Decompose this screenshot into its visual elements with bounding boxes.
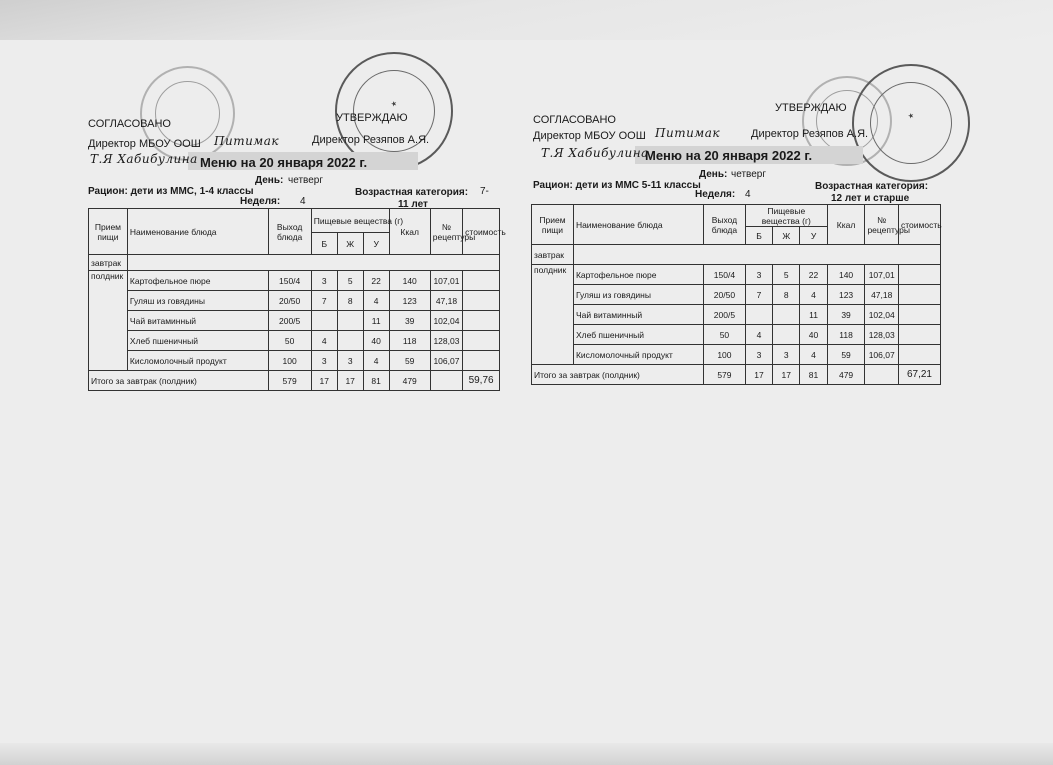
dish-recipe: 47,18	[865, 285, 899, 305]
day-value: четверг	[731, 169, 766, 180]
dish-cost	[463, 271, 500, 291]
dish-name: Гуляш из говядины	[573, 285, 703, 305]
dish-proteins: 7	[311, 291, 337, 311]
dish-carbs: 4	[800, 345, 827, 365]
age-category-label: Возрастная категория:	[355, 187, 469, 198]
dish-carbs: 4	[363, 351, 389, 371]
day-value: четверг	[288, 175, 323, 186]
age-category-label: Возрастная категория:	[815, 181, 929, 192]
col-header-cost: стоимость	[898, 205, 940, 245]
col-header-recipe: № рецептуры	[865, 205, 899, 245]
dish-carbs: 4	[363, 291, 389, 311]
col-header-cost: стоимость	[463, 209, 500, 255]
total-kcal: 479	[389, 371, 430, 391]
dish-cost	[898, 305, 940, 325]
table-row	[89, 331, 500, 351]
total-cost: 59,76	[463, 371, 500, 391]
meal-breakfast-label: завтрак	[89, 255, 128, 271]
total-proteins: 17	[745, 365, 772, 385]
col-header-fats: Ж	[773, 227, 800, 245]
dish-fats: 5	[773, 265, 800, 285]
col-header-kcal: Ккал	[827, 205, 865, 245]
dish-yield: 50	[703, 325, 745, 345]
dish-cost	[463, 351, 500, 371]
table-total-row	[532, 365, 941, 385]
approved-label: УТВЕРЖДАЮ	[775, 102, 847, 114]
dish-cost	[898, 265, 940, 285]
total-recipe	[430, 371, 462, 391]
dish-cost	[463, 331, 500, 351]
director-label: Директор Резяпов А.Я.	[312, 134, 430, 146]
dish-name: Кисломолочный продукт	[127, 351, 268, 371]
table-total-row	[89, 371, 500, 391]
dish-kcal: 118	[827, 325, 865, 345]
dish-recipe: 128,03	[865, 325, 899, 345]
menu-table	[88, 208, 506, 391]
table-row	[532, 305, 941, 325]
col-header-nutrients: Пищевые вещества (г)	[311, 209, 389, 233]
dish-yield: 150/4	[703, 265, 745, 285]
meal-breakfast-label: завтрак	[532, 245, 574, 265]
table-row	[89, 291, 500, 311]
scan-shadow-bottom	[0, 743, 1053, 765]
school-director-signature: Питимак	[214, 134, 280, 148]
week-label: Неделя:	[695, 189, 736, 200]
week-label: Неделя:	[240, 196, 281, 207]
dish-recipe: 47,18	[430, 291, 462, 311]
dish-carbs: 22	[800, 265, 827, 285]
dish-proteins: 4	[311, 331, 337, 351]
total-kcal: 479	[827, 365, 865, 385]
day-label: День:	[699, 169, 728, 180]
dish-name: Кисломолочный продукт	[573, 345, 703, 365]
col-header-dish: Наименование блюда	[127, 209, 268, 255]
col-header-meal: Прием пищи	[89, 209, 128, 255]
dish-cost	[463, 291, 500, 311]
dish-carbs: 4	[800, 285, 827, 305]
dish-kcal: 59	[389, 351, 430, 371]
total-recipe	[865, 365, 899, 385]
col-header-kcal: Ккал	[389, 209, 430, 255]
dish-kcal: 123	[389, 291, 430, 311]
total-label: Итого за завтрак (полдник)	[532, 365, 704, 385]
school-director-label: Директор МБОУ ООШ	[533, 130, 646, 142]
col-header-carbs: У	[363, 233, 389, 255]
dish-proteins: 4	[745, 325, 772, 345]
meal-snack-label: полдник	[89, 271, 128, 371]
dish-carbs: 22	[363, 271, 389, 291]
approved-label: УТВЕРЖДАЮ	[336, 112, 408, 124]
table-row	[532, 325, 941, 345]
ration-label: Рацион: дети из ММС 5-11 классы	[533, 180, 701, 191]
agreed-label: СОГЛАСОВАНО	[88, 118, 171, 130]
ration-label: Рацион: дети из ММС, 1-4 классы	[88, 186, 254, 197]
dish-name: Хлеб пшеничный	[573, 325, 703, 345]
dish-yield: 100	[703, 345, 745, 365]
dish-cost	[898, 345, 940, 365]
dish-fats	[773, 325, 800, 345]
table-row	[532, 265, 941, 285]
table-row	[89, 311, 500, 331]
dish-yield: 50	[268, 331, 311, 351]
dish-cost	[898, 285, 940, 305]
week-value: 4	[300, 196, 306, 207]
dish-recipe: 107,01	[430, 271, 462, 291]
col-header-proteins: Б	[311, 233, 337, 255]
week-value: 4	[745, 189, 751, 200]
dish-proteins: 3	[745, 265, 772, 285]
dish-kcal: 118	[389, 331, 430, 351]
col-header-yield: Выход блюда	[268, 209, 311, 255]
total-yield: 579	[268, 371, 311, 391]
dish-carbs: 40	[800, 325, 827, 345]
table-row	[532, 345, 941, 365]
total-proteins: 17	[311, 371, 337, 391]
dish-proteins	[745, 305, 772, 325]
dish-recipe: 102,04	[430, 311, 462, 331]
dish-fats	[337, 311, 363, 331]
dish-fats: 3	[773, 345, 800, 365]
menu-title: Меню на 20 января 2022 г.	[200, 155, 368, 170]
total-cost: 67,21	[898, 365, 940, 385]
dish-proteins: 3	[311, 271, 337, 291]
total-fats: 17	[337, 371, 363, 391]
menu-table	[531, 204, 941, 385]
col-header-meal: Прием пищи	[532, 205, 574, 245]
dish-yield: 100	[268, 351, 311, 371]
school-director-signature: Питимак	[655, 126, 721, 140]
dish-carbs: 11	[800, 305, 827, 325]
col-header-yield: Выход блюда	[703, 205, 745, 245]
dish-yield: 150/4	[268, 271, 311, 291]
col-header-proteins: Б	[745, 227, 772, 245]
dish-carbs: 11	[363, 311, 389, 331]
round-seal-stamp: ★	[852, 64, 970, 182]
dish-fats	[337, 331, 363, 351]
dish-name: Картофельное пюре	[573, 265, 703, 285]
dish-kcal: 39	[827, 305, 865, 325]
dish-kcal: 140	[389, 271, 430, 291]
dish-fats: 3	[337, 351, 363, 371]
dish-name: Чай витаминный	[127, 311, 268, 331]
total-label: Итого за завтрак (полдник)	[89, 371, 269, 391]
table-row	[89, 351, 500, 371]
scan-shadow-top	[0, 0, 1053, 40]
dish-cost	[463, 311, 500, 331]
dish-recipe: 106,07	[865, 345, 899, 365]
dish-yield: 200/5	[703, 305, 745, 325]
meal-snack-label: полдник	[532, 265, 574, 365]
dish-recipe: 107,01	[865, 265, 899, 285]
dish-recipe: 128,03	[430, 331, 462, 351]
handwritten-signature: Т.Я Хабибулина	[90, 152, 198, 166]
day-label: День:	[255, 175, 284, 186]
dish-yield: 200/5	[268, 311, 311, 331]
dish-yield: 20/50	[268, 291, 311, 311]
table-row	[532, 285, 941, 305]
dish-name: Картофельное пюре	[127, 271, 268, 291]
director-label: Директор Резяпов А.Я.	[751, 128, 869, 140]
dish-cost	[898, 325, 940, 345]
menu-title: Меню на 20 января 2022 г.	[645, 148, 813, 163]
agreed-label: СОГЛАСОВАНО	[533, 114, 616, 126]
dish-fats	[773, 305, 800, 325]
col-header-recipe: № рецептуры	[430, 209, 462, 255]
total-fats: 17	[773, 365, 800, 385]
age-category-value: 7-	[480, 186, 489, 197]
dish-kcal: 59	[827, 345, 865, 365]
school-director-label: Директор МБОУ ООШ	[88, 138, 201, 150]
dish-fats: 8	[337, 291, 363, 311]
dish-kcal: 123	[827, 285, 865, 305]
dish-kcal: 39	[389, 311, 430, 331]
dish-name: Гуляш из говядины	[127, 291, 268, 311]
dish-kcal: 140	[827, 265, 865, 285]
dish-name: Чай витаминный	[573, 305, 703, 325]
dish-proteins: 3	[745, 345, 772, 365]
round-seal-stamp: ★	[335, 52, 453, 170]
dish-carbs: 40	[363, 331, 389, 351]
total-carbs: 81	[363, 371, 389, 391]
table-row	[89, 271, 500, 291]
dish-recipe: 102,04	[865, 305, 899, 325]
dish-proteins	[311, 311, 337, 331]
col-header-dish: Наименование блюда	[573, 205, 703, 245]
col-header-carbs: У	[800, 227, 827, 245]
dish-yield: 20/50	[703, 285, 745, 305]
total-carbs: 81	[800, 365, 827, 385]
age-category-value-years: 11 лет	[398, 199, 428, 210]
total-yield: 579	[703, 365, 745, 385]
dish-recipe: 106,07	[430, 351, 462, 371]
handwritten-signature: Т.Я Хабибулина	[541, 146, 649, 160]
dish-proteins: 3	[311, 351, 337, 371]
dish-fats: 5	[337, 271, 363, 291]
dish-name: Хлеб пшеничный	[127, 331, 268, 351]
dish-proteins: 7	[745, 285, 772, 305]
col-header-fats: Ж	[337, 233, 363, 255]
dish-fats: 8	[773, 285, 800, 305]
col-header-nutrients: Пищевые вещества (г)	[745, 205, 827, 227]
age-category-value-years: 12 лет и старше	[831, 193, 910, 204]
